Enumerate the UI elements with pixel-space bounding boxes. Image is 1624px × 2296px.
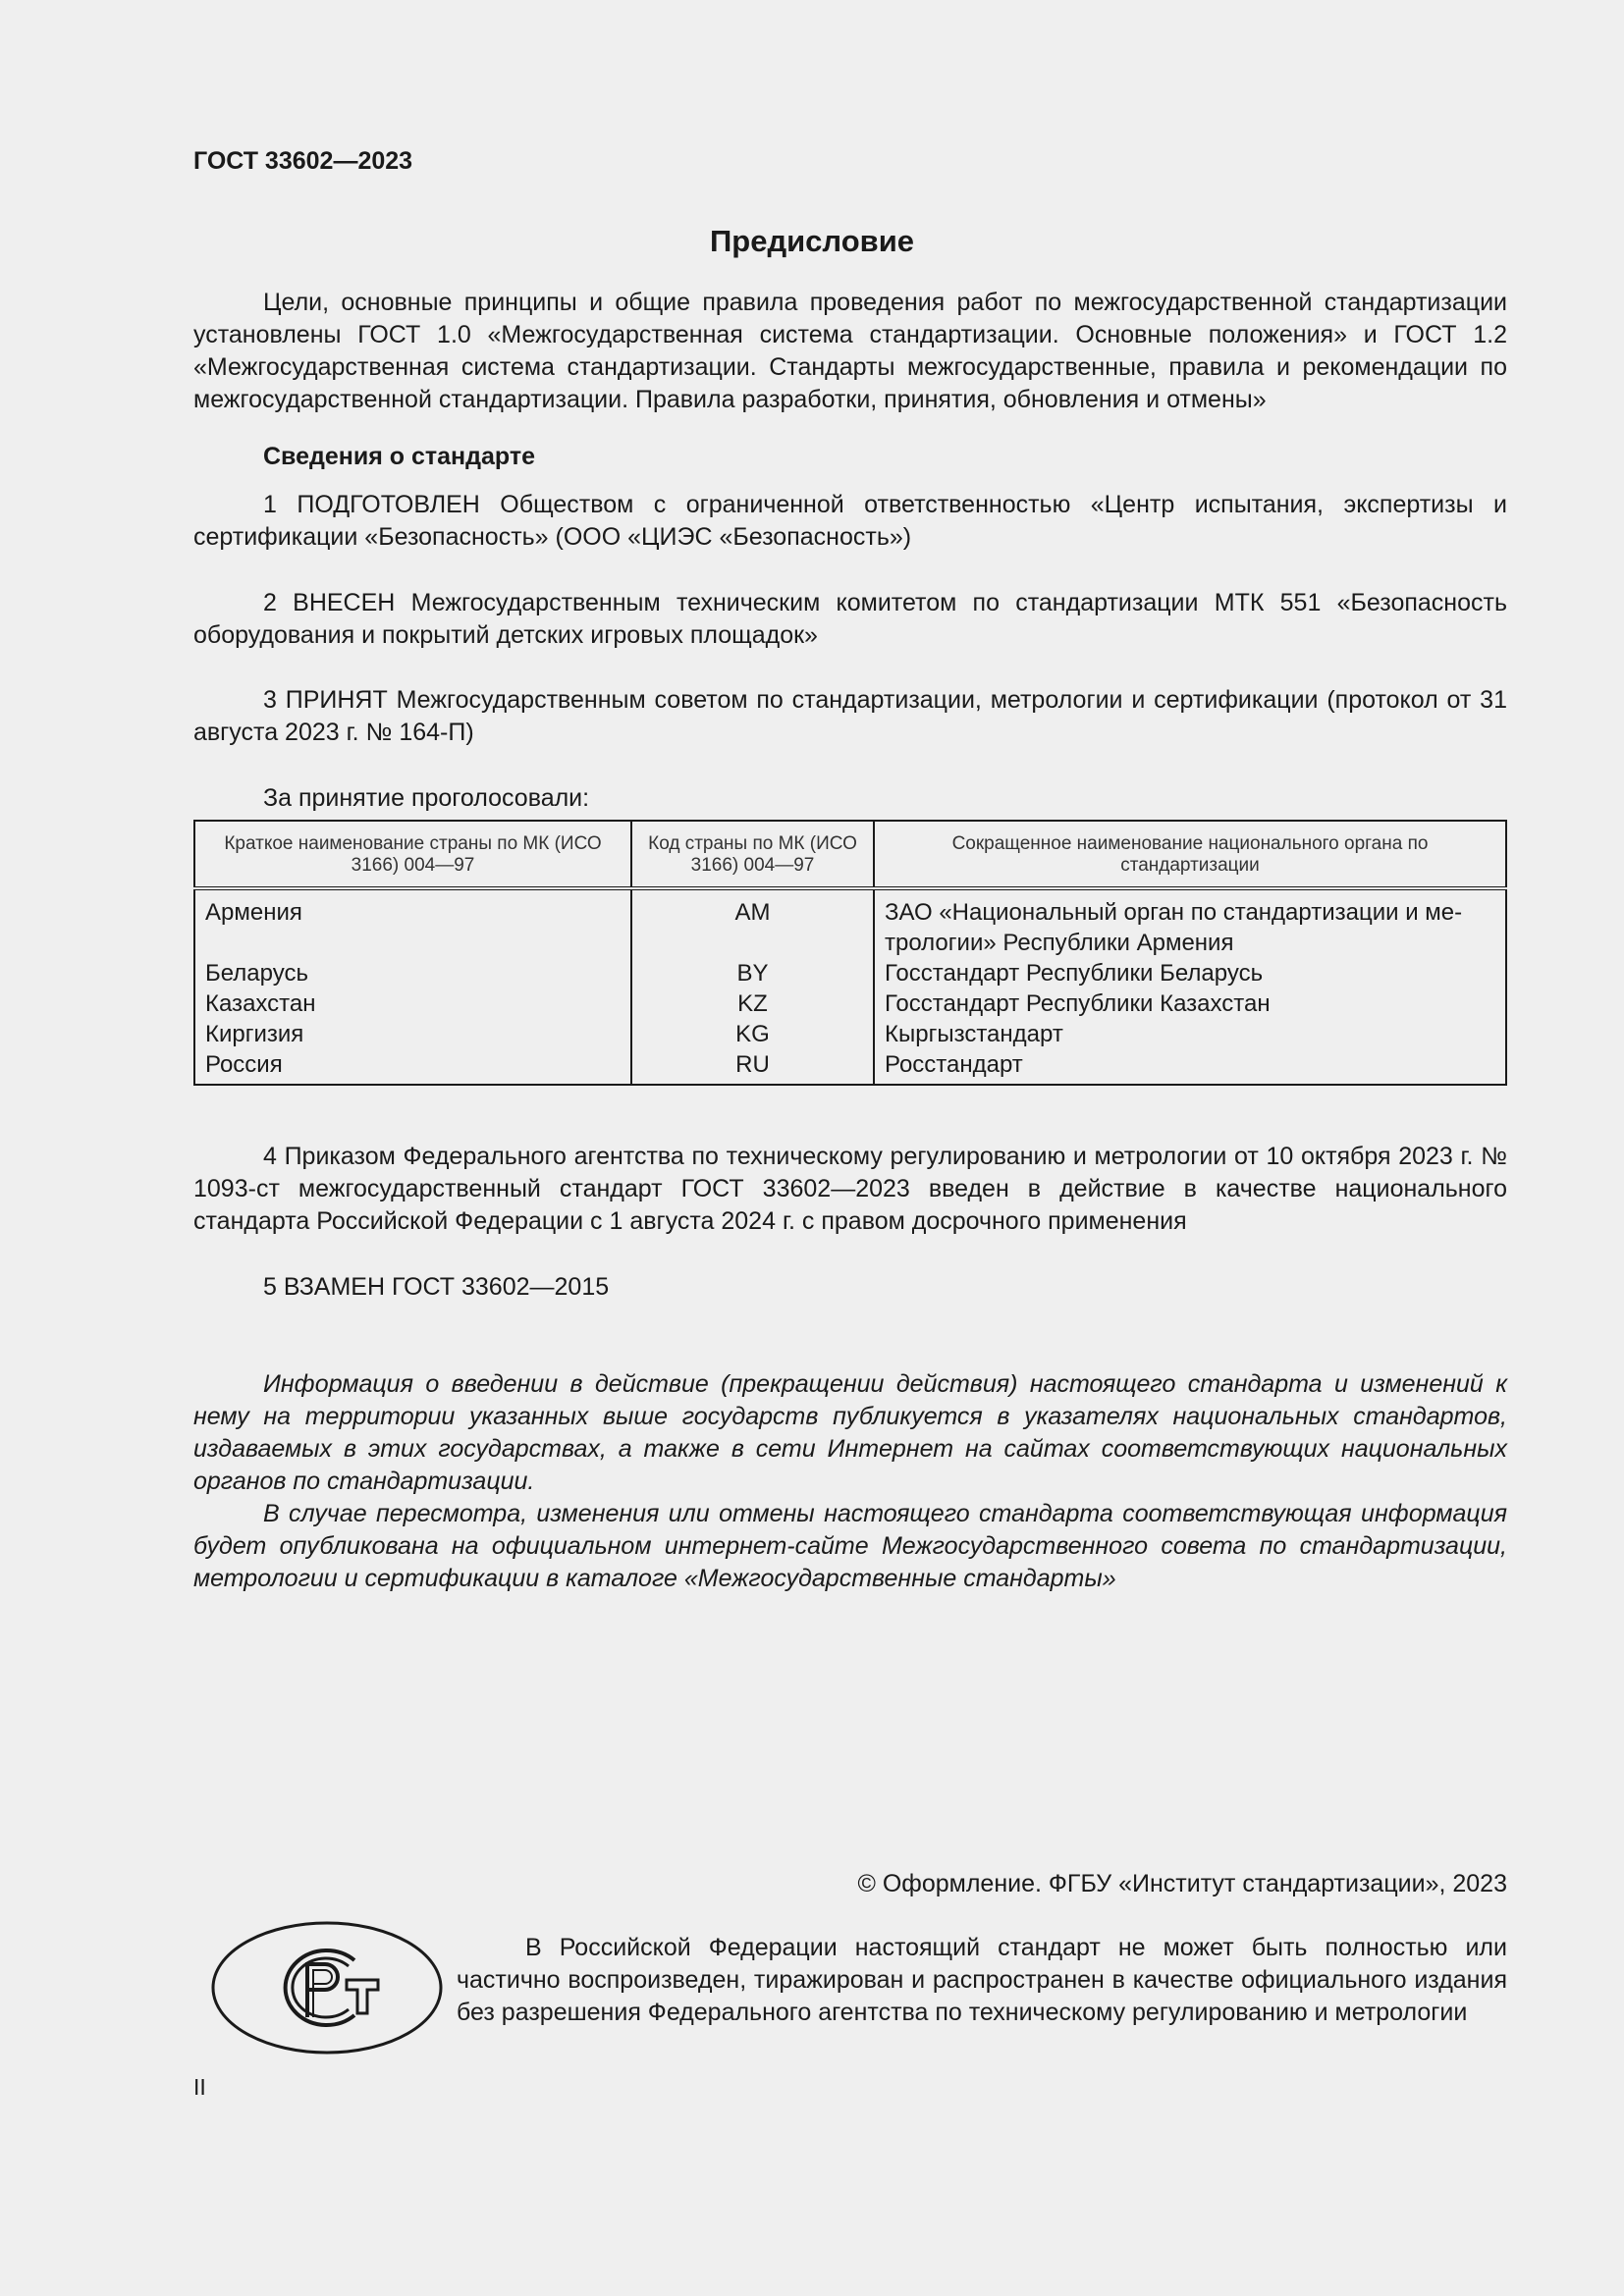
- rst-certification-mark-icon: [209, 1919, 445, 2061]
- table-row: [194, 1019, 1506, 1049]
- cell-body: Госстандарт Республики Казахстан: [885, 990, 1271, 1017]
- cell-body: Госстандарт Республики Беларусь: [885, 960, 1264, 987]
- voting-table: [193, 820, 1507, 1086]
- cell-code: KG: [631, 1019, 874, 1049]
- table-row: [194, 958, 1506, 988]
- cell-body: ЗАО «Национальный орган по стандартизации и метрологии» Республики Армения: [885, 899, 1463, 956]
- italic-note-1: Информация о введении в действие (прекращении действия) настоящего стандарта и изменений к нему на территории указанных выше государств публикуется в указателях национальных стандартов, издаваемых в этих государствах, а также в сети Интернет на сайтах соответствующих национальных органов по стандартизации.: [193, 1370, 1507, 1495]
- copyright-line: © Оформление. ФГБУ «Институт стандартизации», 2023: [857, 1870, 1507, 1897]
- page-number: II: [193, 2074, 206, 2100]
- header-country: Краткое наименование страны по МК (ИСО 3166) 004—97: [194, 821, 631, 888]
- item-3-paragraph: 3 ПРИНЯТ Межгосударственным советом по стандартизации, метрологии и сертификации (протокол от 31 августа 2023 г. № 164-П): [193, 686, 1507, 746]
- item-1-paragraph: 1 ПОДГОТОВЛЕН Обществом с ограниченной ответственностью «Центр испытания, экспертизы и сертификации «Безопасность» (ООО «ЦИЭС «Безопасность»): [193, 491, 1507, 551]
- item-5-paragraph: 5 ВЗАМЕН ГОСТ 33602—2015: [263, 1273, 610, 1301]
- info-heading: Сведения о стандарте: [263, 443, 536, 470]
- item-4-paragraph: 4 Приказом Федерального агентства по техническому регулированию и метрологии от 10 октября 2023 г. № 1093-ст межгосударственный стандарт ГОСТ 33602—2023 введен в действие в качестве национального стандарта Российской Федерации с 1 августа 2024 г. с правом досрочного применения: [193, 1143, 1507, 1235]
- cell-country: Армения: [194, 888, 631, 958]
- voted-label: За принятие проголосовали:: [263, 784, 590, 812]
- table-row: [194, 888, 1506, 958]
- table-row: [194, 1049, 1506, 1085]
- copyright-notice: В Российской Федерации настоящий стандарт не может быть полностью или частично воспроизведен, тиражирован и распространен в качестве официального издания без разрешения Федерального агентства по техническому регулированию и метрологии: [457, 1934, 1507, 2026]
- cell-code: BY: [631, 958, 874, 988]
- italic-note-2: В случае пересмотра, изменения или отмены настоящего стандарта соответствующая информация будет опубликована на официальном интернет-сайте Межгосударственного совета по стандартизации, метрологии и сертификации в каталоге «Межгосударственные стандарты»: [193, 1500, 1507, 1592]
- page-title: Предисловие: [709, 224, 914, 258]
- cell-body: Кыргызстандарт: [885, 1021, 1063, 1047]
- cell-code: KZ: [631, 988, 874, 1019]
- cell-code: RU: [631, 1049, 874, 1085]
- cell-country: Россия: [194, 1049, 631, 1085]
- cell-country: Киргизия: [194, 1019, 631, 1049]
- cell-country: Беларусь: [194, 958, 631, 988]
- cell-country: Казахстан: [194, 988, 631, 1019]
- header-code: Код страны по МК (ИСО 3166) 004—97: [631, 821, 874, 888]
- header-body: Сокращенное наименование национального органа по стандартизации: [874, 821, 1506, 888]
- document-id-header: ГОСТ 33602—2023: [193, 147, 413, 175]
- cell-body: Росстандарт: [885, 1051, 1023, 1078]
- cell-code: AM: [631, 888, 874, 958]
- table-row: [194, 988, 1506, 1019]
- item-2-paragraph: 2 ВНЕСЕН Межгосударственным техническим комитетом по стандартизации МТК 551 «Безопасность оборудования и покрытий детских игровых площадок»: [193, 589, 1507, 649]
- intro-paragraph: Цели, основные принципы и общие правила проведения работ по межгосударственной стандартизации установлены ГОСТ 1.0 «Межгосударственная система стандартизации. Основные положения» и ГОСТ 1.2 «Межгосударственная система стандартизации. Стандарты межгосударственные, правила и рекомендации по межгосударственной стандартизации. Правила разработки, принятия, обновления и отмены»: [193, 289, 1507, 413]
- table-header-row: [194, 821, 1506, 888]
